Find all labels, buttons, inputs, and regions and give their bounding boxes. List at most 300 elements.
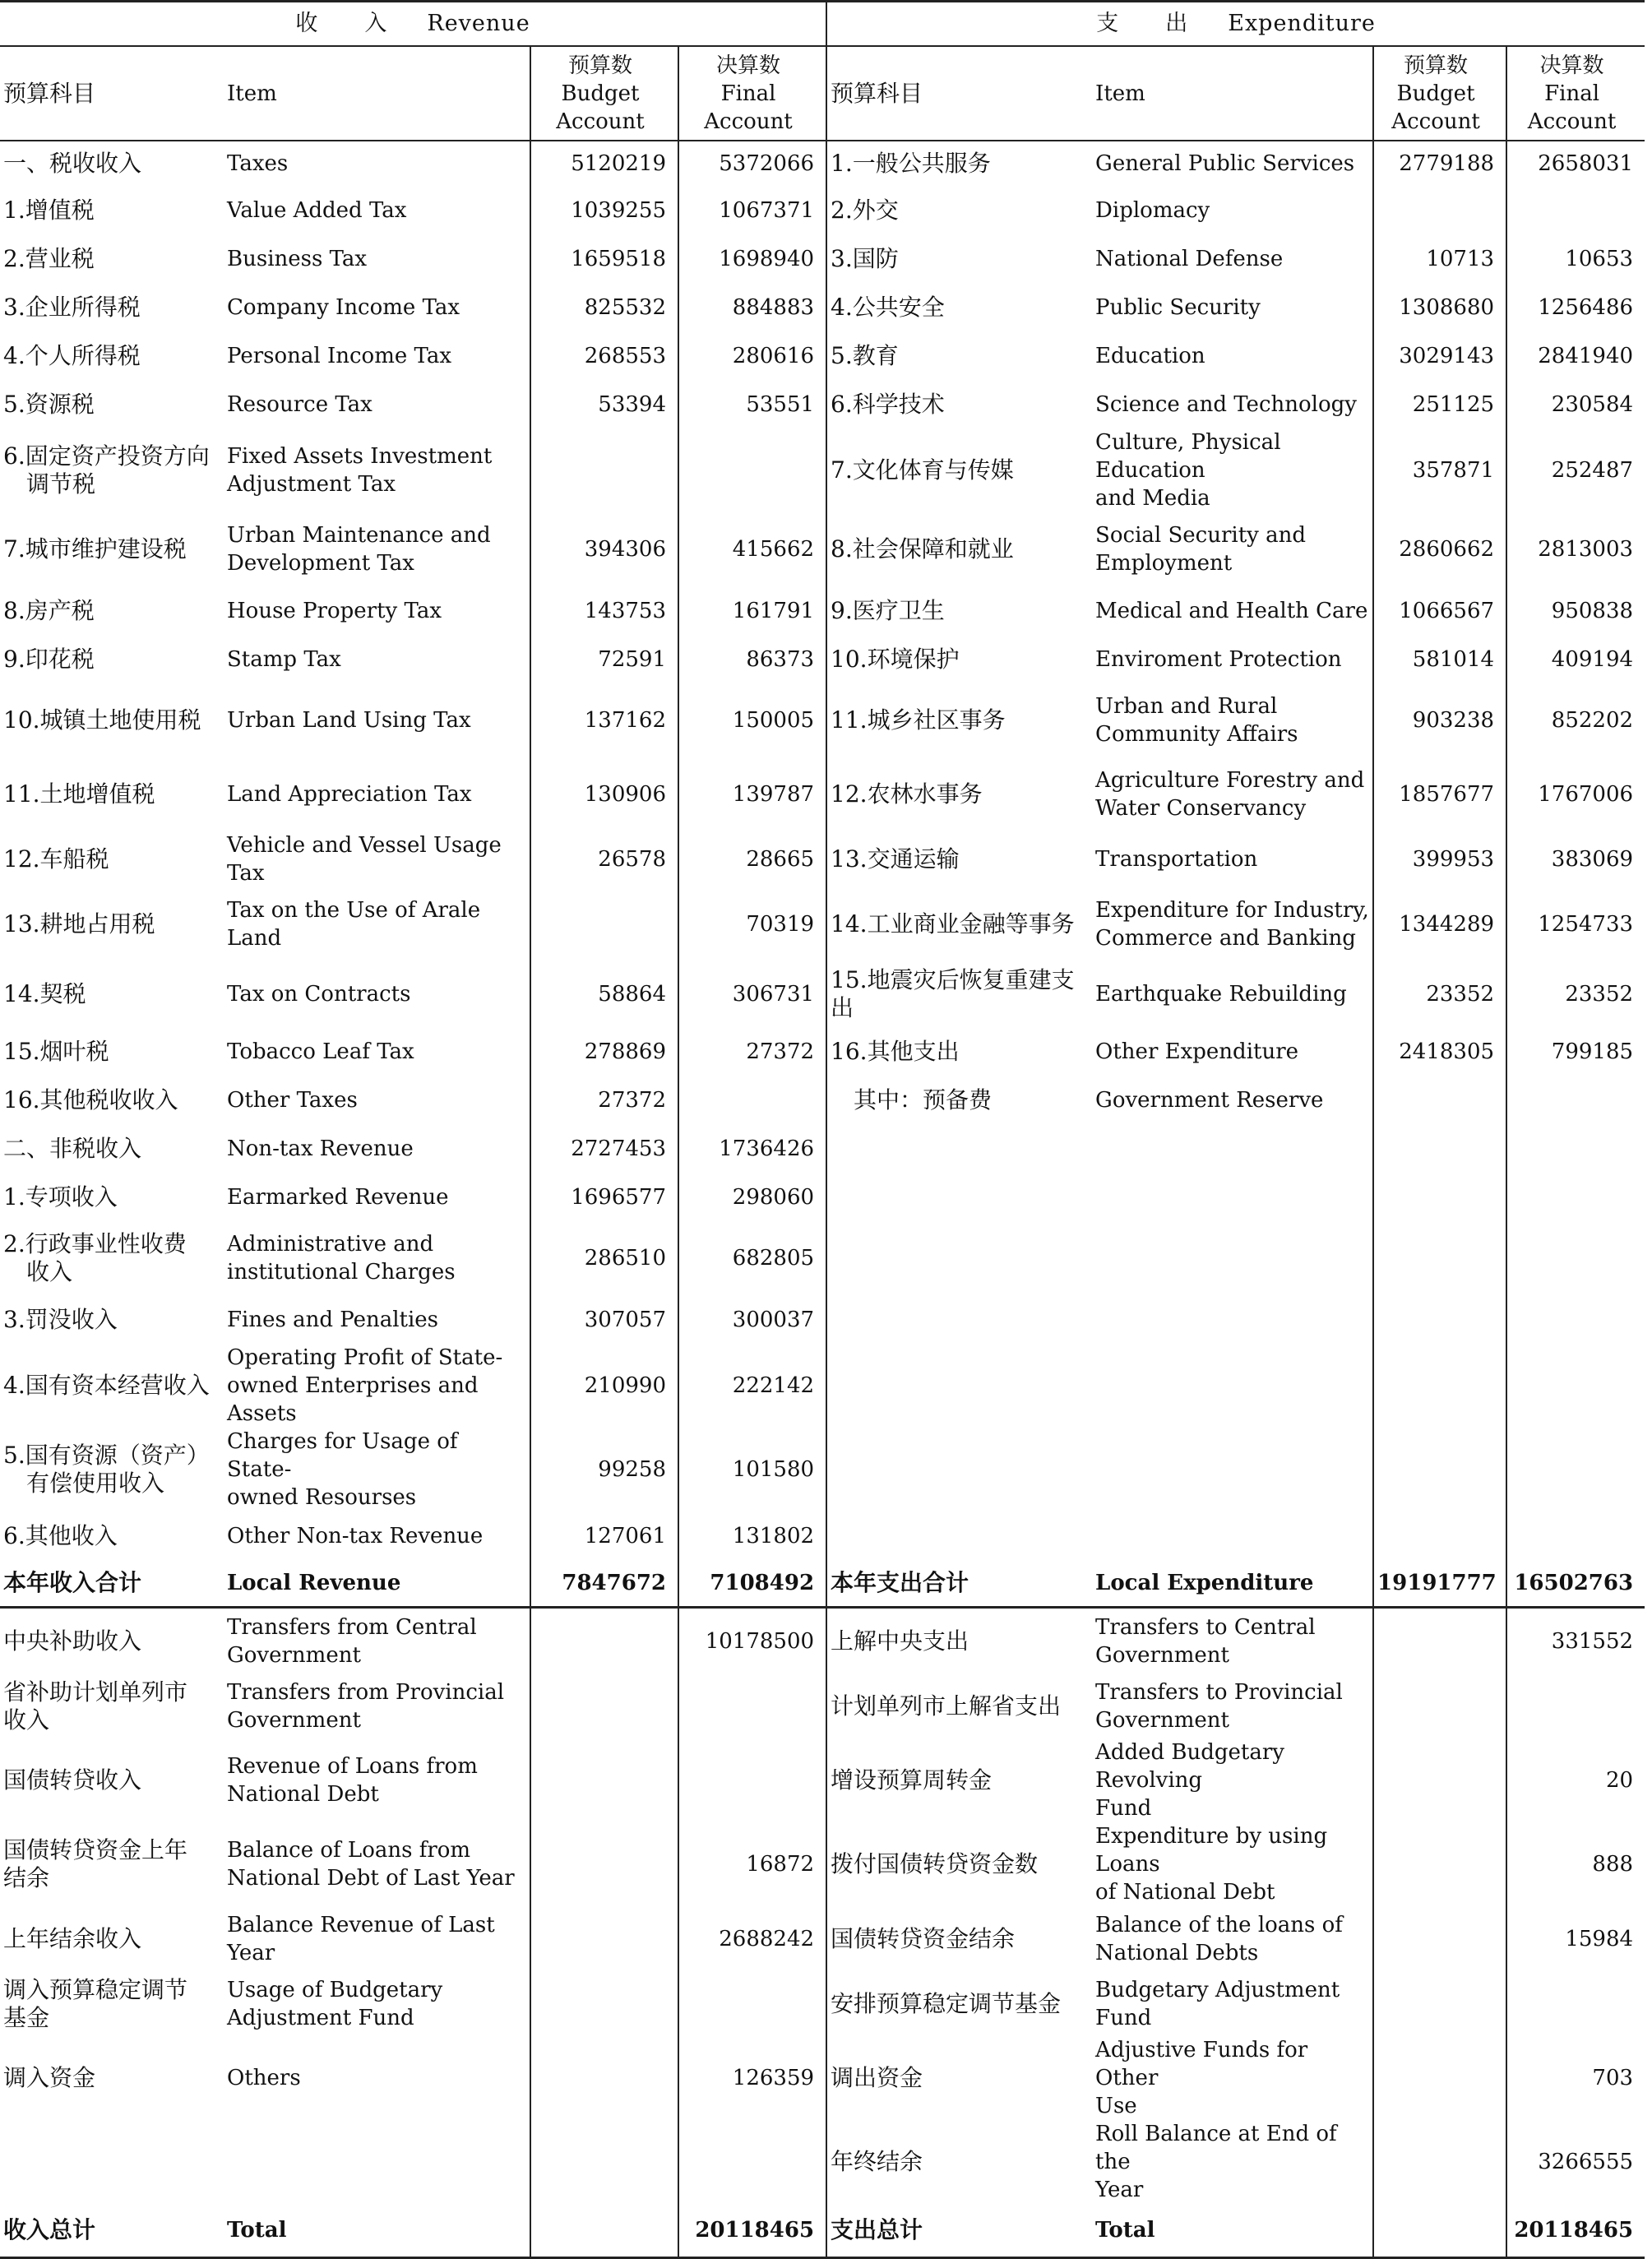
expenditure-budget-cell: 2418305 <box>1373 1027 1506 1076</box>
revenue-budget-cell: 127061 <box>530 1511 678 1560</box>
expenditure-subject-cell: 计划单列市上解省支出 <box>826 1673 1092 1738</box>
revenue-item-cell: Fines and Penalties <box>227 1307 439 1332</box>
expenditure-final-cell: 1254733 <box>1506 887 1645 961</box>
col-header-final: 决算数 Final Account <box>1506 46 1645 141</box>
revenue-final-cell <box>678 1076 826 1124</box>
revenue-subject-cell: 国债转贷资金上年 结余 <box>3 1836 188 1891</box>
revenue-subject-cell: 国债转贷收入 <box>3 1766 142 1794</box>
expenditure-subject-cell: 3.国防 <box>826 234 1092 283</box>
revenue-final-cell: 884883 <box>678 283 826 331</box>
revenue-subject-cell: 4.国有资本经营收入 <box>3 1372 210 1399</box>
expenditure-subject-cell: 国债转贷资金结余 <box>826 1906 1092 1971</box>
revenue-item-cell: Land Appreciation Tax <box>227 782 472 807</box>
expenditure-final-cell: 23352 <box>1506 961 1645 1027</box>
revenue-final-cell <box>678 1971 826 2036</box>
expenditure-final-cell: 331552 <box>1506 1608 1645 1674</box>
revenue-subject-cell: 4.个人所得税 <box>3 341 141 369</box>
revenue-final-cell: 1698940 <box>678 234 826 283</box>
expenditure-subject-cell: 调出资金 <box>826 2036 1092 2120</box>
revenue-final-cell: 298060 <box>678 1173 826 1221</box>
revenue-budget-cell: 5120219 <box>530 141 678 186</box>
expenditure-final-cell <box>1506 1428 1645 1511</box>
expenditure-subject-cell: 本年支出合计 <box>826 1560 1092 1608</box>
expenditure-item-cell: Medical and Health Care <box>1095 598 1368 623</box>
revenue-budget-cell: 210990 <box>530 1344 678 1428</box>
revenue-subject-cell: 1.增值税 <box>3 196 95 224</box>
expenditure-item-cell <box>1092 1344 1373 1428</box>
revenue-budget-cell <box>530 1738 678 1822</box>
table-row <box>0 1221 1645 1295</box>
expenditure-budget-cell <box>1373 186 1506 234</box>
revenue-budget-cell: 268553 <box>530 331 678 380</box>
col-header-budget: 预算数 Budget Account <box>1373 46 1506 141</box>
expenditure-item-cell <box>1092 1124 1373 1173</box>
expenditure-final-cell: 2813003 <box>1506 512 1645 586</box>
expenditure-subject-cell <box>826 1295 1092 1344</box>
revenue-subject-cell: 6.固定资产投资方向 调节税 <box>3 442 210 498</box>
subtotal-row <box>0 1560 1645 1608</box>
revenue-subject-cell: 13.耕地占用税 <box>3 910 155 937</box>
expenditure-budget-cell <box>1373 1173 1506 1221</box>
table-row <box>0 757 1645 831</box>
revenue-item-cell: Transfers from Central Government <box>227 1614 477 1668</box>
revenue-item-cell: Company Income Tax <box>227 294 460 320</box>
revenue-item-cell <box>224 2120 530 2204</box>
revenue-subject-cell: 中央补助收入 <box>3 1627 142 1655</box>
revenue-item-cell: Charges for Usage of State- owned Resourses <box>227 1429 458 1510</box>
revenue-subject-cell: 12.车船税 <box>3 845 109 873</box>
revenue-budget-cell <box>530 887 678 961</box>
expenditure-budget-cell: 399953 <box>1373 831 1506 887</box>
revenue-section-title: 收 入 Revenue <box>0 2 826 47</box>
expenditure-budget-cell <box>1373 1971 1506 2036</box>
expenditure-item-cell: Agriculture Forestry and Water Conservancy <box>1095 768 1365 821</box>
revenue-budget-cell: 278869 <box>530 1027 678 1076</box>
expenditure-item-cell: Earthquake Rebuilding <box>1095 982 1347 1007</box>
revenue-item-cell: Taxes <box>227 151 289 176</box>
revenue-final-cell: 222142 <box>678 1344 826 1428</box>
revenue-item-cell: Other Non-tax Revenue <box>227 1523 484 1548</box>
table-row <box>0 1608 1645 1674</box>
table-row <box>0 1124 1645 1173</box>
expenditure-budget-cell: 10713 <box>1373 234 1506 283</box>
expenditure-final-cell: 2841940 <box>1506 331 1645 380</box>
expenditure-final-cell: 950838 <box>1506 586 1645 635</box>
revenue-budget-cell: 99258 <box>530 1428 678 1511</box>
expenditure-budget-cell: 903238 <box>1373 683 1506 757</box>
expenditure-item-cell: Public Security <box>1095 294 1261 320</box>
table-row <box>0 1173 1645 1221</box>
revenue-item-cell: Local Revenue <box>224 1560 530 1608</box>
revenue-item-cell: Tobacco Leaf Tax <box>227 1039 414 1064</box>
revenue-item-cell: Transfers from Provincial Government <box>227 1679 505 1733</box>
expenditure-budget-cell <box>1373 2120 1506 2204</box>
revenue-item-cell: Earmarked Revenue <box>227 1184 449 1210</box>
revenue-subject-cell: 9.印花税 <box>3 645 95 673</box>
revenue-subject-cell: 14.契税 <box>3 980 86 1007</box>
col-header-subject: 预算科目 <box>0 46 224 141</box>
column-header-row <box>0 46 1645 141</box>
expenditure-item-cell <box>1092 1295 1373 1344</box>
table-row <box>0 428 1645 512</box>
revenue-budget-cell: 1659518 <box>530 234 678 283</box>
expenditure-subject-cell: 5.教育 <box>826 331 1092 380</box>
table-row <box>0 887 1645 961</box>
revenue-subject-cell: 省补助计划单列市 收入 <box>3 1678 188 1734</box>
revenue-final-cell: 161791 <box>678 586 826 635</box>
revenue-subject-cell: 5.国有资源（资产） 有偿使用收入 <box>3 1442 210 1497</box>
revenue-item-cell: Urban Maintenance and Development Tax <box>227 523 491 576</box>
expenditure-budget-cell: 251125 <box>1373 380 1506 428</box>
revenue-final-cell <box>678 1673 826 1738</box>
expenditure-final-cell <box>1506 1076 1645 1124</box>
revenue-budget-cell <box>530 1822 678 1906</box>
table-row <box>0 141 1645 186</box>
revenue-item-cell: Others <box>227 2066 301 2090</box>
revenue-item-cell: House Property Tax <box>227 598 442 623</box>
revenue-subject-cell: 5.资源税 <box>3 390 95 418</box>
expenditure-final-cell: 230584 <box>1506 380 1645 428</box>
revenue-item-cell: Revenue of Loans from National Debt <box>227 1754 478 1807</box>
table-row <box>0 186 1645 234</box>
expenditure-final-cell <box>1506 1971 1645 2036</box>
expenditure-item-cell: Education <box>1095 343 1205 368</box>
revenue-budget-cell <box>530 1971 678 2036</box>
expenditure-subject-cell: 15.地震灾后恢复重建支出 <box>826 961 1092 1027</box>
expenditure-item-cell <box>1092 1428 1373 1511</box>
expenditure-budget-cell: 1344289 <box>1373 887 1506 961</box>
revenue-subject-cell: 11.土地增值税 <box>3 780 155 808</box>
expenditure-subject-cell <box>826 1173 1092 1221</box>
expenditure-item-cell: Roll Balance at End of the Year <box>1095 2122 1337 2202</box>
table-row <box>0 1428 1645 1511</box>
expenditure-subject-cell: 8.社会保障和就业 <box>826 512 1092 586</box>
expenditure-subject-cell: 拨付国债转贷资金数 <box>826 1822 1092 1906</box>
col-header-budget: 预算数 Budget Account <box>530 46 678 141</box>
expenditure-subject-cell: 2.外交 <box>826 186 1092 234</box>
expenditure-final-cell <box>1506 1221 1645 1295</box>
table-row <box>0 512 1645 586</box>
expenditure-final-cell <box>1506 1673 1645 1738</box>
table-row <box>0 1076 1645 1124</box>
revenue-subject-cell: 收入总计 <box>0 2204 224 2258</box>
table-row <box>0 331 1645 380</box>
expenditure-final-cell: 383069 <box>1506 831 1645 887</box>
section-header-row <box>0 2 1645 47</box>
revenue-final-cell: 139787 <box>678 757 826 831</box>
expenditure-budget-cell <box>1373 1822 1506 1906</box>
revenue-subject-cell: 15.烟叶税 <box>3 1037 109 1065</box>
revenue-item-cell: Balance Revenue of Last Year <box>227 1912 495 1965</box>
expenditure-final-cell: 2658031 <box>1506 141 1645 186</box>
revenue-subject-cell: 本年收入合计 <box>0 1560 224 1608</box>
expenditure-final-cell: 15984 <box>1506 1906 1645 1971</box>
revenue-item-cell: Administrative and institutional Charges <box>227 1232 456 1285</box>
revenue-final-cell: 682805 <box>678 1221 826 1295</box>
table-row <box>0 1344 1645 1428</box>
revenue-final-cell: 150005 <box>678 683 826 757</box>
revenue-final-cell: 16872 <box>678 1822 826 1906</box>
expenditure-budget-cell <box>1373 1428 1506 1511</box>
revenue-final-cell: 27372 <box>678 1027 826 1076</box>
revenue-budget-cell <box>530 1906 678 1971</box>
expenditure-budget-cell: 1857677 <box>1373 757 1506 831</box>
table-row <box>0 586 1645 635</box>
col-header-final: 决算数 Final Account <box>678 46 826 141</box>
expenditure-item-cell: Expenditure by using Loans of National Debt <box>1095 1824 1328 1905</box>
expenditure-subject-cell: 6.科学技术 <box>826 380 1092 428</box>
revenue-final-cell <box>678 428 826 512</box>
col-header-item: Item <box>1092 46 1373 141</box>
expenditure-item-cell: Science and Technology <box>1095 391 1357 417</box>
revenue-budget-cell: 26578 <box>530 831 678 887</box>
revenue-budget-cell: 143753 <box>530 586 678 635</box>
revenue-item-cell: Total <box>224 2204 530 2258</box>
expenditure-item-cell: Culture, Physical Education and Media <box>1095 430 1281 511</box>
revenue-final-cell: 10178500 <box>678 1608 826 1674</box>
expenditure-final-cell: 1767006 <box>1506 757 1645 831</box>
revenue-subject-cell: 调入资金 <box>3 2064 96 2091</box>
expenditure-budget-cell <box>1373 1124 1506 1173</box>
revenue-subject-cell: 调入预算稳定调节 基金 <box>3 1975 188 2031</box>
expenditure-item-cell: Balance of the loans of National Debts <box>1095 1912 1343 1965</box>
expenditure-subject-cell: 4.公共安全 <box>826 283 1092 331</box>
expenditure-budget-cell <box>1373 1906 1506 1971</box>
expenditure-final-cell: 20 <box>1506 1738 1645 1822</box>
revenue-item-cell: Vehicle and Vessel Usage Tax <box>227 833 502 886</box>
revenue-item-cell: Non-tax Revenue <box>227 1136 414 1161</box>
expenditure-item-cell: Transfers to Central Government <box>1095 1614 1316 1668</box>
revenue-budget-cell <box>530 1673 678 1738</box>
expenditure-item-cell <box>1092 1511 1373 1560</box>
col-header-subject: 预算科目 <box>826 46 1092 141</box>
expenditure-budget-cell <box>1373 1511 1506 1560</box>
expenditure-subject-cell: 上解中央支出 <box>826 1608 1092 1674</box>
expenditure-final-cell <box>1506 1124 1645 1173</box>
revenue-subject-cell: 2.行政事业性收费 收入 <box>3 1230 187 1285</box>
revenue-final-cell: 300037 <box>678 1295 826 1344</box>
revenue-subject-cell: 上年结余收入 <box>3 1924 142 1952</box>
expenditure-subject-cell: 其中：预备费 <box>826 1076 1092 1124</box>
expenditure-item-cell: Diplomacy <box>1095 197 1210 223</box>
revenue-budget-cell: 27372 <box>530 1076 678 1124</box>
table-row <box>0 1027 1645 1076</box>
revenue-subject-cell: 16.其他税收收入 <box>3 1086 178 1113</box>
revenue-subject-cell: 2.营业税 <box>3 244 95 272</box>
expenditure-item-cell: Expenditure for Industry, Commerce and Banking <box>1095 898 1369 951</box>
expenditure-item-cell <box>1092 1173 1373 1221</box>
table-row <box>0 961 1645 1027</box>
revenue-item-cell: Fixed Assets Investment Adjustment Tax <box>227 444 493 497</box>
expenditure-item-cell: General Public Services <box>1095 151 1355 176</box>
expenditure-budget-cell <box>1373 2036 1506 2120</box>
expenditure-budget-cell: 2779188 <box>1373 141 1506 186</box>
expenditure-subject-cell: 14.工业商业金融等事务 <box>826 887 1092 961</box>
revenue-item-cell: Tax on Contracts <box>227 982 411 1007</box>
revenue-budget-cell: 1696577 <box>530 1173 678 1221</box>
expenditure-final-cell: 888 <box>1506 1822 1645 1906</box>
revenue-subject-cell: 一、税收收入 <box>3 150 142 177</box>
revenue-item-cell: Urban Land Using Tax <box>227 708 471 733</box>
revenue-item-cell: Stamp Tax <box>227 646 341 672</box>
revenue-budget-cell <box>530 1608 678 1674</box>
expenditure-final-cell: 20118465 <box>1506 2204 1645 2258</box>
revenue-final-cell: 101580 <box>678 1428 826 1511</box>
revenue-final-cell: 306731 <box>678 961 826 1027</box>
expenditure-final-cell: 1256486 <box>1506 283 1645 331</box>
revenue-budget-cell <box>530 2204 678 2258</box>
expenditure-subject-cell: 16.其他支出 <box>826 1027 1092 1076</box>
revenue-item-cell: Personal Income Tax <box>227 343 451 368</box>
revenue-budget-cell: 286510 <box>530 1221 678 1295</box>
revenue-budget-cell <box>530 2036 678 2120</box>
revenue-final-cell: 1736426 <box>678 1124 826 1173</box>
revenue-final-cell <box>678 1738 826 1822</box>
revenue-budget-cell: 2727453 <box>530 1124 678 1173</box>
expenditure-final-cell <box>1506 1173 1645 1221</box>
expenditure-final-cell <box>1506 1295 1645 1344</box>
expenditure-budget-cell: 1308680 <box>1373 283 1506 331</box>
expenditure-final-cell: 852202 <box>1506 683 1645 757</box>
expenditure-budget-cell: 581014 <box>1373 635 1506 683</box>
revenue-final-cell: 53551 <box>678 380 826 428</box>
table-row <box>0 635 1645 683</box>
expenditure-budget-cell <box>1373 1344 1506 1428</box>
expenditure-subject-cell: 9.医疗卫生 <box>826 586 1092 635</box>
expenditure-subject-cell: 1.一般公共服务 <box>826 141 1092 186</box>
expenditure-subject-cell: 11.城乡社区事务 <box>826 683 1092 757</box>
table-row <box>0 2120 1645 2204</box>
expenditure-item-cell <box>1092 1221 1373 1295</box>
expenditure-budget-cell <box>1373 1221 1506 1295</box>
expenditure-budget-cell: 23352 <box>1373 961 1506 1027</box>
revenue-final-cell: 131802 <box>678 1511 826 1560</box>
expenditure-budget-cell: 3029143 <box>1373 331 1506 380</box>
expenditure-item-cell: Social Security and Employment <box>1095 523 1307 576</box>
table-row <box>0 1971 1645 2036</box>
expenditure-subject-cell: 12.农林水事务 <box>826 757 1092 831</box>
expenditure-item-cell: Urban and Rural Community Affairs <box>1095 694 1298 747</box>
revenue-item-cell: Operating Profit of State- owned Enterprises and Assets <box>227 1345 503 1426</box>
expenditure-subject-cell <box>826 1511 1092 1560</box>
expenditure-subject-cell <box>826 1124 1092 1173</box>
table-row <box>0 2036 1645 2120</box>
expenditure-item-cell: National Defense <box>1095 246 1284 271</box>
revenue-budget-cell: 130906 <box>530 757 678 831</box>
expenditure-final-cell: 409194 <box>1506 635 1645 683</box>
revenue-final-cell: 28665 <box>678 831 826 887</box>
expenditure-item-cell: Added Budgetary Revolving Fund <box>1095 1740 1284 1821</box>
expenditure-subject-cell: 安排预算稳定调节基金 <box>826 1971 1092 2036</box>
revenue-budget-cell: 137162 <box>530 683 678 757</box>
revenue-budget-cell <box>530 428 678 512</box>
table-row <box>0 283 1645 331</box>
revenue-item-cell: Other Taxes <box>227 1087 358 1113</box>
revenue-item-cell: Usage of Budgetary Adjustment Fund <box>227 1977 443 2030</box>
revenue-subject-cell: 8.房产税 <box>3 596 95 624</box>
table-row <box>0 1673 1645 1738</box>
revenue-subject-cell: 3.罚没收入 <box>3 1305 118 1333</box>
table-row <box>0 683 1645 757</box>
revenue-budget-cell: 1039255 <box>530 186 678 234</box>
expenditure-subject-cell: 年终结余 <box>826 2120 1092 2204</box>
revenue-budget-cell: 394306 <box>530 512 678 586</box>
revenue-item-cell: Resource Tax <box>227 391 373 417</box>
revenue-subject-cell <box>0 2120 224 2204</box>
revenue-final-cell: 7108492 <box>678 1560 826 1608</box>
expenditure-final-cell <box>1506 1511 1645 1560</box>
expenditure-subject-cell <box>826 1428 1092 1511</box>
revenue-item-cell: Value Added Tax <box>227 197 407 223</box>
table-row <box>0 1295 1645 1344</box>
expenditure-final-cell <box>1506 186 1645 234</box>
expenditure-subject-cell <box>826 1221 1092 1295</box>
expenditure-final-cell: 16502763 <box>1506 1560 1645 1608</box>
expenditure-item-cell: Budgetary Adjustment Fund <box>1095 1977 1340 2030</box>
expenditure-budget-cell: 357871 <box>1373 428 1506 512</box>
revenue-budget-cell: 53394 <box>530 380 678 428</box>
expenditure-item-cell: Total <box>1092 2204 1373 2258</box>
expenditure-final-cell: 3266555 <box>1506 2120 1645 2204</box>
revenue-budget-cell: 307057 <box>530 1295 678 1344</box>
revenue-final-cell: 20118465 <box>678 2204 826 2258</box>
expenditure-final-cell: 252487 <box>1506 428 1645 512</box>
expenditure-budget-cell <box>1373 1673 1506 1738</box>
expenditure-budget-cell <box>1373 1295 1506 1344</box>
expenditure-subject-cell: 10.环境保护 <box>826 635 1092 683</box>
total-row <box>0 2204 1645 2258</box>
expenditure-item-cell: Transfers to Provincial Government <box>1095 1679 1343 1733</box>
expenditure-budget-cell <box>1373 1608 1506 1674</box>
expenditure-budget-cell <box>1373 1738 1506 1822</box>
revenue-final-cell: 280616 <box>678 331 826 380</box>
revenue-budget-cell <box>530 2120 678 2204</box>
revenue-subject-cell: 1.专项收入 <box>3 1183 118 1211</box>
expenditure-final-cell <box>1506 1344 1645 1428</box>
table-row <box>0 1738 1645 1822</box>
expenditure-budget-cell: 2860662 <box>1373 512 1506 586</box>
revenue-subject-cell: 10.城镇土地使用税 <box>3 706 201 734</box>
revenue-final-cell <box>678 2120 826 2204</box>
revenue-final-cell: 126359 <box>678 2036 826 2120</box>
revenue-final-cell: 415662 <box>678 512 826 586</box>
expenditure-final-cell: 799185 <box>1506 1027 1645 1076</box>
revenue-budget-cell: 7847672 <box>530 1560 678 1608</box>
expenditure-budget-cell <box>1373 2204 1506 2258</box>
expenditure-budget-cell: 1066567 <box>1373 586 1506 635</box>
revenue-final-cell: 2688242 <box>678 1906 826 1971</box>
revenue-budget-cell: 72591 <box>530 635 678 683</box>
revenue-subject-cell: 6.其他收入 <box>3 1521 118 1549</box>
revenue-final-cell: 70319 <box>678 887 826 961</box>
revenue-final-cell: 1067371 <box>678 186 826 234</box>
expenditure-item-cell: Enviroment Protection <box>1095 646 1342 672</box>
revenue-item-cell: Balance of Loans from National Debt of Last Year <box>227 1838 515 1891</box>
revenue-budget-cell: 825532 <box>530 283 678 331</box>
expenditure-item-cell: Transportation <box>1095 847 1258 872</box>
revenue-subject-cell: 二、非税收入 <box>3 1134 142 1162</box>
expenditure-section-title: 支 出 Expenditure <box>826 2 1645 47</box>
table-row <box>0 1822 1645 1906</box>
expenditure-subject-cell: 增设预算周转金 <box>826 1738 1092 1822</box>
expenditure-item-cell: Other Expenditure <box>1095 1039 1299 1064</box>
revenue-final-cell: 86373 <box>678 635 826 683</box>
table-row <box>0 1906 1645 1971</box>
revenue-final-cell: 5372066 <box>678 141 826 186</box>
expenditure-item-cell: Local Expenditure <box>1092 1560 1373 1608</box>
expenditure-final-cell: 10653 <box>1506 234 1645 283</box>
revenue-subject-cell: 3.企业所得税 <box>3 293 141 321</box>
